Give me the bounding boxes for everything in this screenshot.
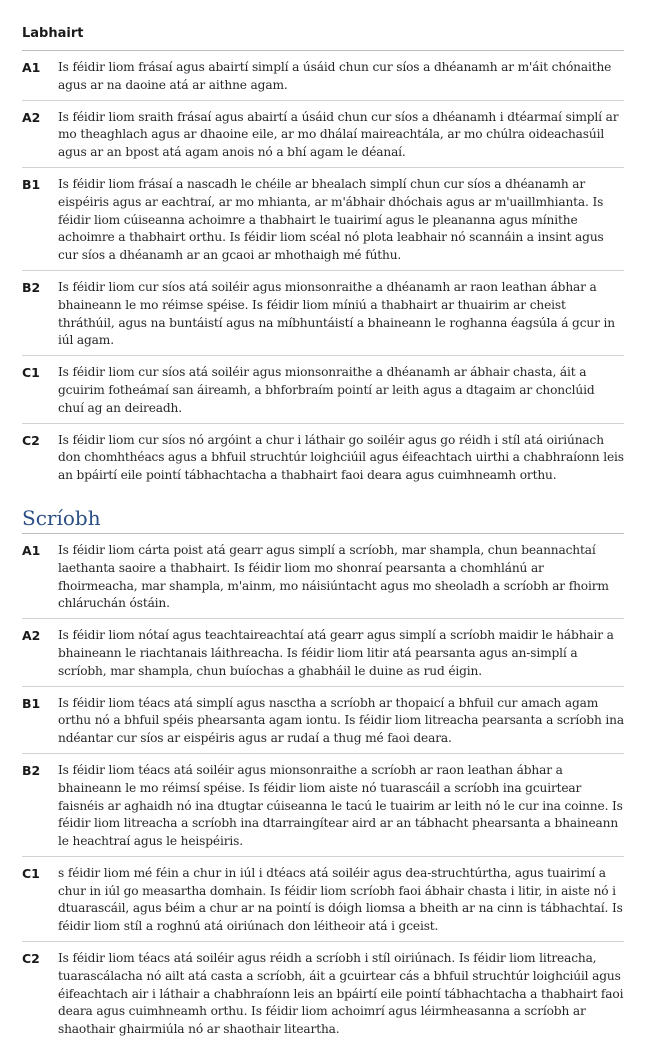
page xyxy=(22,0,624,1044)
writing-row-b1 xyxy=(22,687,624,754)
level-description: Is féidir liom frásaí agus abairtí simplí a úsáid chun cur síos a dhéanamh ar m'áit chónaithe agus ar na daoine atá ar aithne agam. xyxy=(58,60,612,92)
level-label: C2 xyxy=(22,951,40,967)
speaking-row-b2 xyxy=(22,271,624,356)
speaking-row-a2 xyxy=(22,101,624,168)
level-label: B1 xyxy=(22,695,41,711)
writing-row-c2 xyxy=(22,942,624,1044)
level-label: B2 xyxy=(22,762,41,778)
speaking-row-c2 xyxy=(22,424,624,490)
writing-row-c1 xyxy=(22,857,624,942)
level-description: Is féidir liom téacs atá soiléir agus mionsonraithe a scríobh ar raon leathan ábhar a bhaineann le mo réimsí spéise. Is féidir liom aiste nó tuarascáil a scríobh ina gcuirtear faisnéis ar aghaidh nó ina dtugtar cúiseanna le tacú le tuairim ar leith nó le cur ina coinne. Is féidir liom litreacha a scríobh ina dtarraingítear aird ar an tábhacht phearsanta a bhaineann le heachtraí agus le heispéiris. xyxy=(58,762,623,849)
level-description: Is féidir liom téacs atá simplí agus nasctha a scríobh ar thopaicí a bhfuil cur amach agam orthu nó a bhfuil spéis phearsanta agam iontu. Is féidir liom litreacha pearsanta a scríobh ina ndéantar cur síos ar eispéiris agus ar rudaí a thug mé faoi deara. xyxy=(58,695,624,746)
level-label: C2 xyxy=(22,432,40,448)
level-description: Is féidir liom téacs atá soiléir agus réidh a scríobh i stíl oiriúnach. Is féidir liom litreacha, tuarascálacha nó ailt atá casta a scríobh, áit a gcuirtear cás a bhfuil struchtúr loighciúil agus éifeachtach air i láthair a chabhraíonn leis an bpáirtí eile pointí tábhachtacha a thabhairt faoi deara agus cuimhneamh orthu. Is féidir liom achoimrí agus léirmheasanna a scríobh ar shaothair ghairmiúla nó ar shaothair liteartha. xyxy=(58,951,624,1037)
level-description: Is féidir liom cur síos atá soiléir agus mionsonraithe a dhéanamh ar raon leathan ábhar a bhaineann le mo réimse spéise. Is féidir liom míniú a thabhairt ar thuairim ar cheist thráthúil, agus na buntáistí agus na míbhuntáistí a bhaineann le roghanna éagsúla á gcur in iúl agam. xyxy=(58,279,615,348)
level-label: C1 xyxy=(22,365,40,381)
level-label: A1 xyxy=(22,542,41,558)
speaking-heading: Labhairt xyxy=(22,0,624,51)
writing-row-a1 xyxy=(22,534,624,619)
speaking-row-b1 xyxy=(22,168,624,271)
level-label: B1 xyxy=(22,176,41,192)
level-description: Is féidir liom frásaí a nascadh le chéile ar bhealach simplí chun cur síos a dhéanamh ar eispéiris agus ar eachtraí, ar mo mhianta, ar m'ábhair dhóchais agus ar m'uaillmhianta. Is féidir liom cúiseanna achoimre a thabhairt le tuairimí agus le pleananna agus mínithe achoimre a thabhairt orthu. Is féidir liom scéal nó plota leabhair nó scannáin a insint agus cur síos a dhéanamh ar an gcaoi ar mhothaigh mé fúthu. xyxy=(58,176,604,263)
level-label: A2 xyxy=(22,109,41,125)
writing-row-b2 xyxy=(22,754,624,857)
level-description: Is féidir liom cárta poist atá gearr agus simplí a scríobh, mar shampla, chun beannachtaí laethanta saoire a thabhairt. Is féidir liom mo shonraí pearsanta a chomhlánú ar fhoirmeacha, mar shampla, m'ainm, mo náisiúntacht agus mo sheoladh a scríobh ar fhoirm chláruchán óstáin. xyxy=(58,542,609,611)
level-description: Is féidir liom cur síos atá soiléir agus mionsonraithe a dhéanamh ar ábhair chasta, áit a gcuirim fotheámaí san áireamh, a bhforbraím pointí ar leith agus a dtagaim ar chonclúid chuí ag an deireadh. xyxy=(58,365,595,415)
level-description: Is féidir liom nótaí agus teachtaireachtaí atá gearr agus simplí a scríobh maidir le hábhair a bhaineann le riachtanais láithreacha. Is féidir liom litir atá pearsanta agus an-simplí a scríobh, mar shampla, chun buíochas a ghabháil le duine as rud éigin. xyxy=(58,628,614,678)
speaking-row-c1 xyxy=(22,356,624,423)
writing-heading: Scríobh xyxy=(22,503,624,534)
speaking-row-a1 xyxy=(22,51,624,101)
level-label: A1 xyxy=(22,60,41,75)
level-description: Is féidir liom cur síos nó argóint a chur i láthair go soiléir agus go réidh i stíl atá oiriúnach don chomhthéacs agus a bhfuil struchtúr loighciúil agus éifeachtach uirthi a chabhraíonn leis an bpáirtí eile pointí tábhachtacha a thabhairt faoi deara agus cuimhneamh orthu. xyxy=(58,432,624,483)
level-description: Is féidir liom sraith frásaí agus abairtí a úsáid chun cur síos a dhéanamh i dtéarmaí simplí ar mo theaghlach agus ar dhaoine eile, ar mo dhálaí maireachtála, ar mo chúlra oideachasúil agus ar an bpost atá agam anois nó a bhí agam le déanaí. xyxy=(58,109,619,160)
level-description: s féidir liom mé féin a chur in iúl i dtéacs atá soiléir agus dea-struchtúrtha, agus tuairimí a chur in iúl go measartha domhain. Is féidir liom scríobh faoi ábhair chasta i litir, in aiste nó i dtuarascáil, agus béim a chur ar na pointí is dóigh liomsa a bheith ar na cinn is tábhachtaí. Is féidir liom stíl a roghnú atá oiriúnach don léitheoir atá i gceist. xyxy=(58,865,623,934)
level-label: B2 xyxy=(22,279,41,295)
level-label: C1 xyxy=(22,865,40,881)
level-label: A2 xyxy=(22,628,41,644)
writing-row-a2 xyxy=(22,619,624,686)
